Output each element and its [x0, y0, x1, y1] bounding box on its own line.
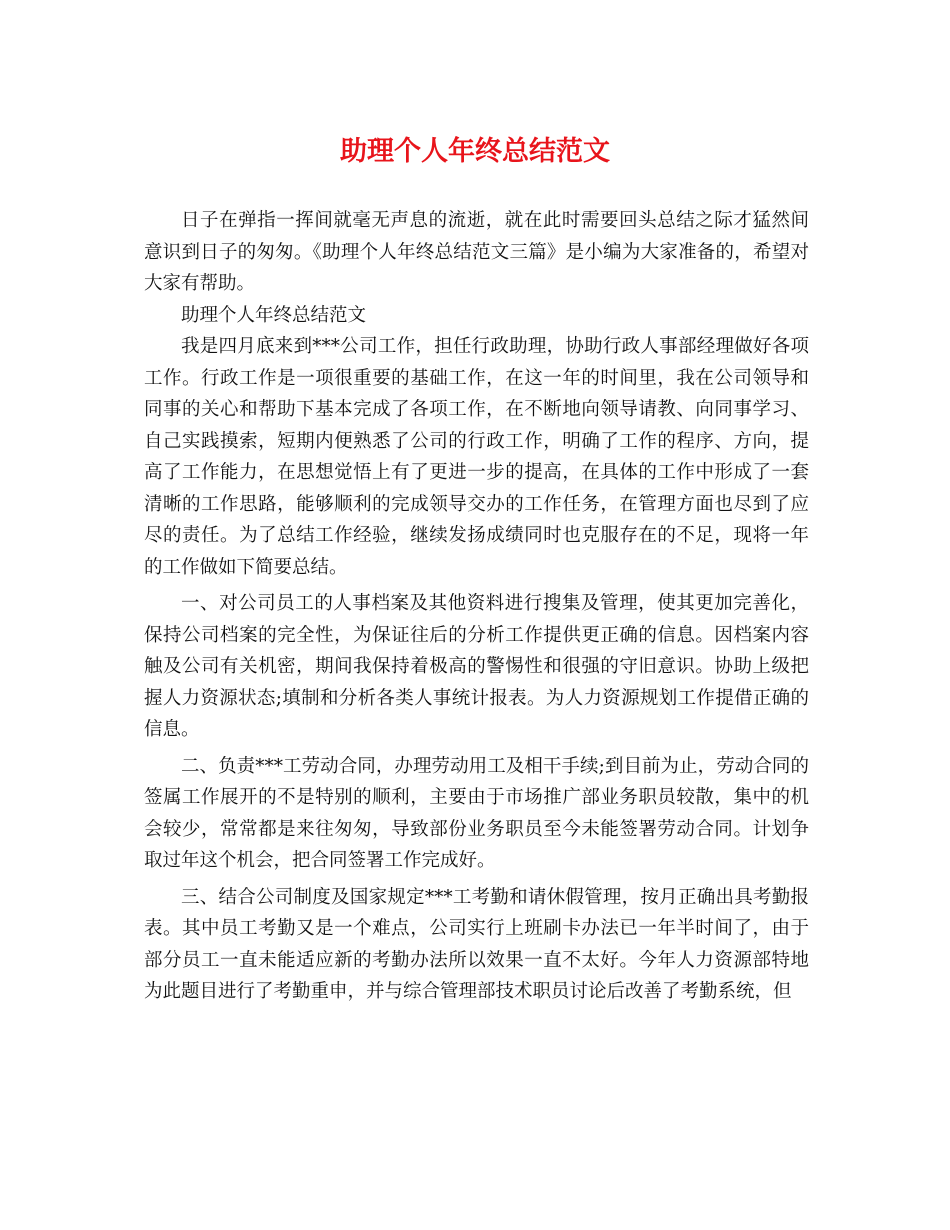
paragraph-subtitle: 助理个人年终总结范文 [181, 304, 367, 326]
paragraph-intro: 日子在弹指一挥间就毫无声息的流逝，就在此时需要回头总结之际才猛然间意识到日子的匆匆。《助理个人年终总结范文三篇》是小编为大家准备的，希望对大家有帮助。 [144, 210, 809, 294]
paragraph-item-two: 二、负责***工劳动合同，办理劳动用工及相干手续;到目前为止，劳动合同的签属工作展开的不是特别的顺利，主要由于市场推广部业务职员较散，集中的机会较少，常常都是来往匆匆，导致部份业务职员至今未能签署劳动合同。计划争取过年这个机会，把合同签署工作完成好。 [144, 755, 809, 871]
document-body [144, 205, 809, 1008]
document-title: 助理个人年终总结范文 [340, 136, 610, 167]
paragraph-item-one: 一、对公司员工的人事档案及其他资料进行搜集及管理，使其更加完善化，保持公司档案的完全性，为保证往后的分析工作提供更正确的信息。因档案内容触及公司有关机密，期间我保持着极高的警惕性和很强的守旧意识。协助上级把握人力资源状态;填制和分析各类人事统计报表。为人力资源规划工作提借正确的信息。 [144, 593, 809, 740]
paragraph-overview: 我是四月底来到***公司工作，担任行政助理，协助行政人事部经理做好各项工作。行政工作是一项很重要的基础工作，在这一年的时间里，我在公司领导和同事的关心和帮助下基本完成了各项工作，在不断地向领导请教、向同事学习、自己实践摸索，短期内便熟悉了公司的行政工作，明确了工作的程序、方向，提高了工作能力，在思想觉悟上有了更进一步的提高，在具体的工作中形成了一套清晰的工作思路，能够顺利的完成领导交办的工作任务，在管理方面也尽到了应尽的责任。为了总结工作经验，继续发扬成绩同时也克服存在的不足，现将一年的工作做如下简要总结。 [144, 336, 809, 578]
paragraph-item-three: 三、结合公司制度及国家规定***工考勤和请休假管理，按月正确出具考勤报表。其中员工考勤又是一个难点，公司实行上班刷卡办法已一年半时间了，由于部分员工一直未能适应新的考勤办法所以效果一直不太好。今年人力资源部特地为此题目进行了考勤重申，并与综合管理部技术职员讨论后改善了考勤系统，但 [144, 886, 809, 1002]
